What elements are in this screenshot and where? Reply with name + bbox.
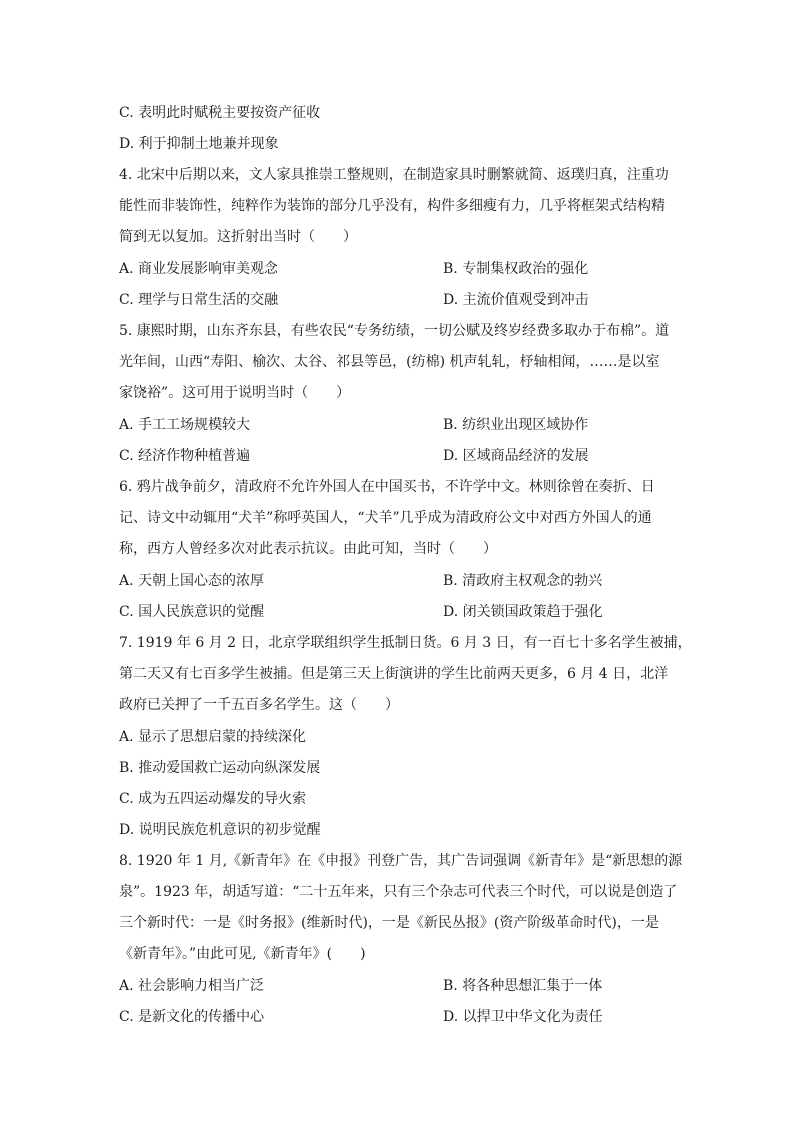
- q8-option-a: A. 社会影响力相当广泛: [119, 978, 265, 994]
- q5-option-b: B. 纺织业出现区域协作: [443, 417, 589, 433]
- q4-option-c: C. 理学与日常生活的交融: [119, 292, 279, 308]
- q4-option-b: B. 专制集权政治的强化: [443, 261, 589, 277]
- q8-option-c: C. 是新文化的传播中心: [119, 1009, 265, 1025]
- q6-stem-line-2: 记、诗文中动辄用“犬羊”称呼英国人，“犬羊”几乎成为清政府公文中对西方外国人的通: [119, 510, 652, 526]
- q7-stem-line-1: 7. 1919 年 6 月 2 日，北京学联组织学生抵制日货。6 月 3 日，有一百七十多名学生被捕，: [119, 635, 692, 651]
- q3-option-c: C. 表明此时赋税主要按资产征收: [119, 105, 321, 121]
- q8-stem-line-3: 三个新时代：一是《时务报》(维新时代)，一是《新民丛报》(资产阶级革命时代)，一是: [119, 915, 659, 931]
- q4-option-a: A. 商业发展影响审美观念: [119, 261, 279, 277]
- q6-stem-line-3: 称，西方人曾经多次对此表示抗议。由此可知，当时（ ）: [119, 541, 497, 557]
- q7-stem-line-3: 政府已关押了一千五百多名学生。这（ ）: [119, 697, 399, 713]
- q4-option-d: D. 主流价值观受到冲击: [443, 292, 589, 308]
- q7-option-a: A. 显示了思想启蒙的持续深化: [119, 729, 307, 745]
- q5-option-d: D. 区域商品经济的发展: [443, 448, 589, 464]
- q4-stem-line-3: 简到无以复加。这折射出当时（ ）: [119, 229, 357, 245]
- q5-stem-line-3: 家饶裕”。这可用于说明当时（ ）: [119, 385, 351, 401]
- q4-stem-line-2: 能性而非装饰性，纯粹作为装饰的部分几乎没有，构件多细瘦有力，几乎将框架式结构精: [119, 198, 665, 214]
- q6-option-d: D. 闭关锁国政策趋于强化: [443, 604, 603, 620]
- q7-stem-line-2: 第二天又有七百多学生被捕。但是第三天上街演讲的学生比前两天更多，6 月 4 日，北洋: [119, 666, 669, 682]
- q8-option-b: B. 将各种思想汇集于一体: [443, 978, 603, 994]
- q8-option-d: D. 以捍卫中华文化为责任: [443, 1009, 603, 1025]
- q3-option-d: D. 利于抑制土地兼并现象: [119, 136, 279, 152]
- q6-stem-line-1: 6. 鸦片战争前夕，清政府不允许外国人在中国买书，不许学中文。林则徐曾在奏折、日: [119, 479, 655, 495]
- q8-stem-line-2: 泉”。1923 年，胡适写道：“二十五年来，只有三个杂志可代表三个时代，可以说是创造了: [119, 884, 678, 900]
- q4-stem-line-1: 4. 北宋中后期以来，文人家具推崇工整规则，在制造家具时删繁就简、返璞归真，注重功: [119, 167, 669, 183]
- q8-stem-line-1: 8. 1920 年 1 月,《新青年》在《申报》刊登广告，其广告词强调《新青年》是“新思想的源: [119, 853, 683, 869]
- q5-stem-line-2: 光年间，山西“寿阳、榆次、太谷、祁县等邑，(纺棉) 机声轧轧，杼轴相闻，……是以室: [119, 354, 660, 370]
- q5-option-a: A. 手工工场规模较大: [119, 417, 251, 433]
- q8-stem-line-4: 《新青年》。”由此可见,《新青年》( ): [119, 946, 366, 962]
- q5-stem-line-1: 5. 康熙时期，山东齐东县，有些农民“专务纺绩，一切公赋及终岁经费多取办于布棉”。道: [119, 323, 670, 339]
- q6-option-a: A. 天朝上国心态的浓厚: [119, 573, 265, 589]
- q7-option-b: B. 推动爱国救亡运动向纵深发展: [119, 760, 321, 776]
- q5-option-c: C. 经济作物种植普遍: [119, 448, 251, 464]
- q7-option-c: C. 成为五四运动爆发的导火索: [119, 791, 307, 807]
- q6-option-c: C. 国人民族意识的觉醒: [119, 604, 265, 620]
- q6-option-b: B. 清政府主权观念的勃兴: [443, 573, 603, 589]
- q7-option-d: D. 说明民族危机意识的初步觉醒: [119, 822, 321, 838]
